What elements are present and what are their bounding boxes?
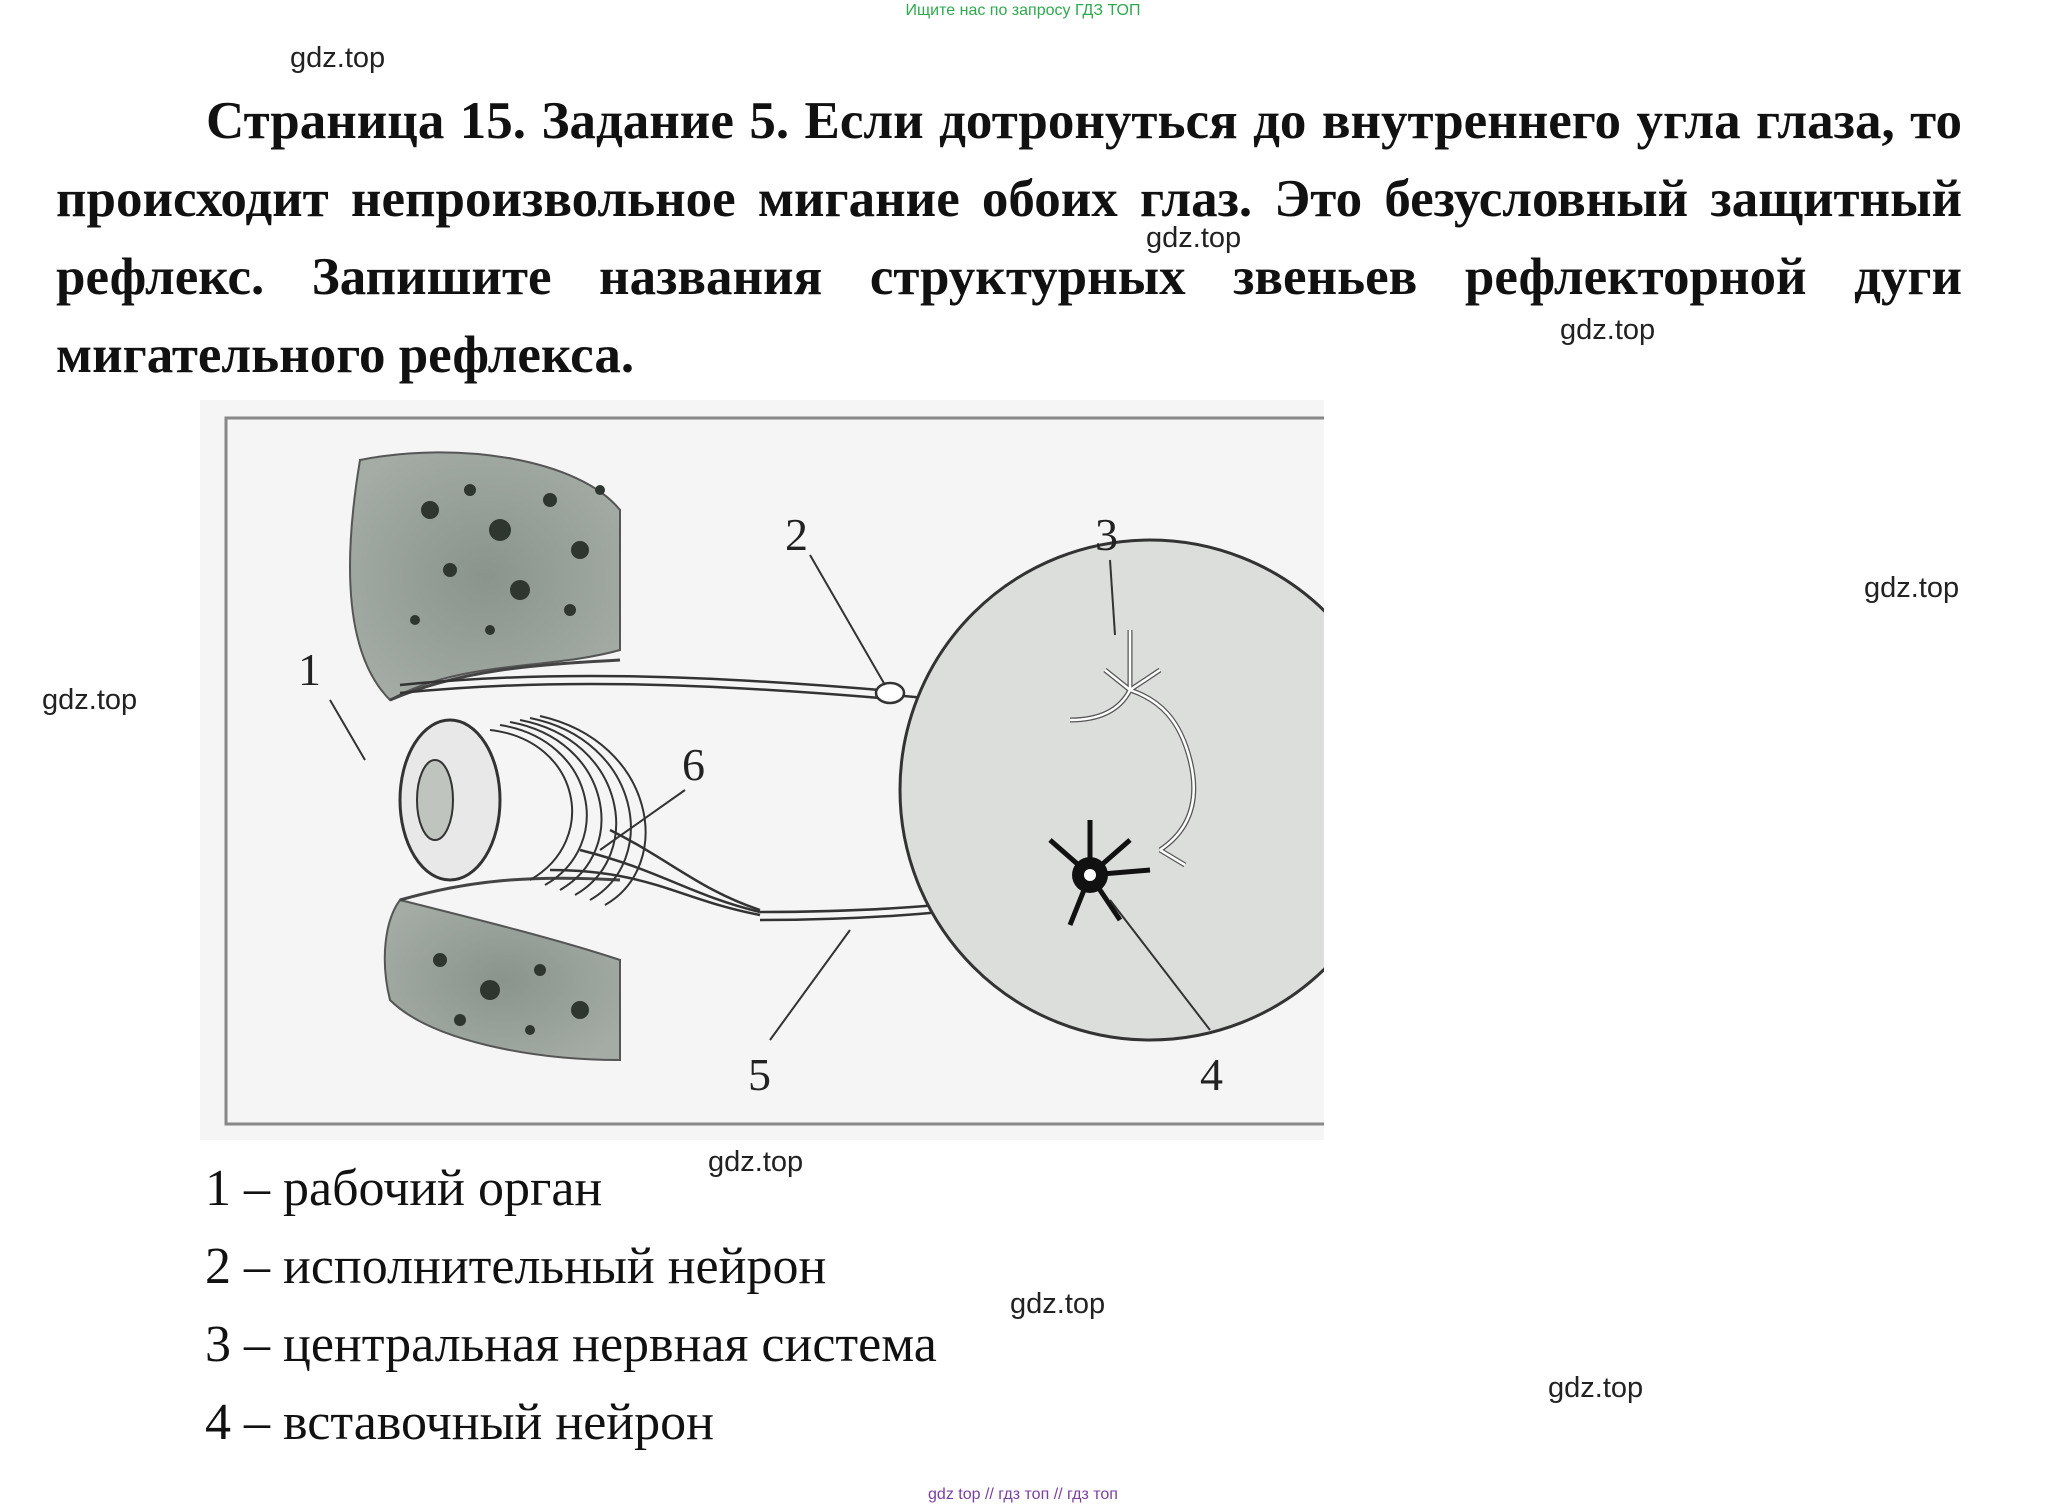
label-3: 3 xyxy=(1095,509,1118,560)
label-5: 5 xyxy=(748,1049,771,1100)
top-banner[interactable]: Ищите нас по запросу ГДЗ ТОП xyxy=(905,2,1141,19)
reflex-arc-diagram xyxy=(200,400,1324,1140)
task-text: Страница 15. Задание 5. Если дотронуться до внутреннего угла глаза, то происходит непроизвольное мигание обоих глаз. Это безусловный защитный рефлекс. Запишите названия структурных звеньев рефлекторной дуги мигательного рефлекса. xyxy=(56,92,1962,384)
answer-item: 4 – вставочный нейрон xyxy=(205,1394,714,1451)
answer-item: 2 – исполнительный нейрон xyxy=(205,1238,827,1295)
watermark: gdz.top xyxy=(42,684,138,716)
label-6: 6 xyxy=(682,739,705,790)
footer-links[interactable]: gdz top // гдз топ // гдз топ xyxy=(928,1486,1118,1503)
watermark: gdz.top xyxy=(1560,314,1656,346)
watermark: gdz.top xyxy=(1146,222,1242,254)
watermark: gdz.top xyxy=(1864,572,1960,604)
watermark: gdz.top xyxy=(1010,1288,1106,1320)
answer-list xyxy=(205,1150,937,1462)
label-1: 1 xyxy=(298,644,321,695)
answer-item: 1 – рабочий орган xyxy=(205,1160,603,1217)
label-2: 2 xyxy=(785,509,808,560)
reflex-arc-figure xyxy=(200,400,1324,1140)
watermark: gdz.top xyxy=(708,1146,804,1178)
watermark: gdz.top xyxy=(290,42,386,74)
watermark: gdz.top xyxy=(1548,1372,1644,1404)
answer-item: 3 – центральная нервная система xyxy=(205,1316,937,1373)
neuron-2-body xyxy=(876,683,904,703)
label-4: 4 xyxy=(1200,1049,1223,1100)
